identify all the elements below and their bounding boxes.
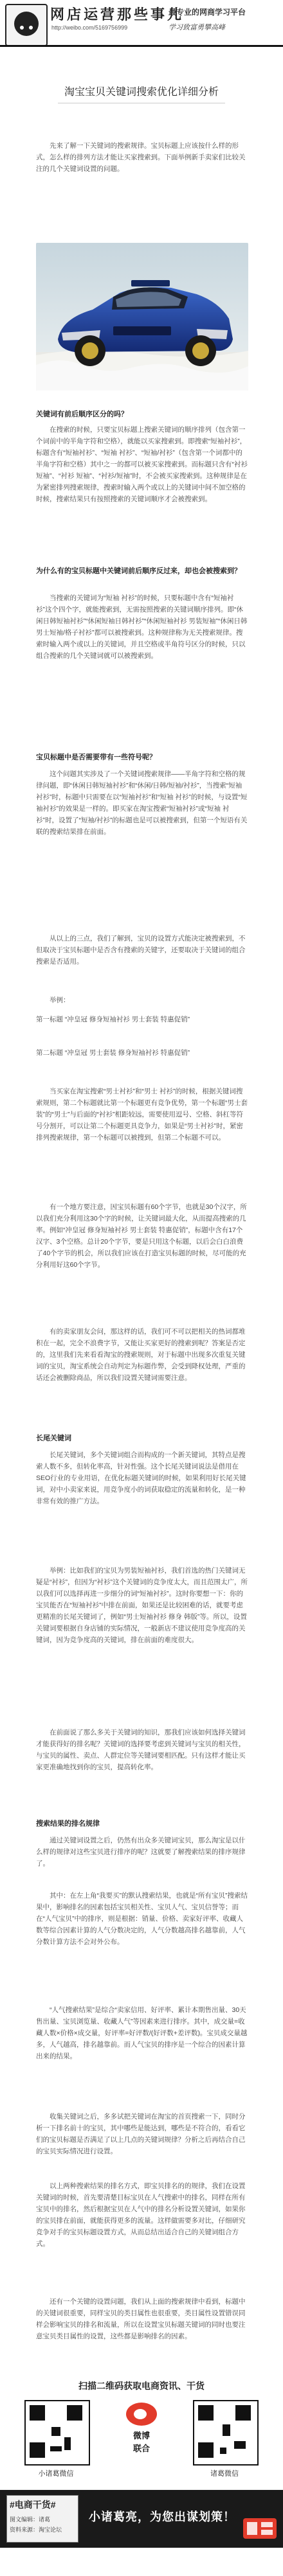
qr-module [64, 2437, 71, 2450]
mascot-icon [14, 12, 39, 36]
body-paragraph-1: 当买家在淘宝搜索“男士衬衫”和“男士 衬衫”的时候，根据关键词搜索规则，第二个标题就比第一个标题更有竞争优势，第一个标题“男士套装”的“男士”与后面的“衬衫”相距较远，需要使用逗号、空格、斜杠等符号分割开，可以让第二个标题更具竞争力，如果是“男士衬衫”时，紧密排列搜索规律，第一个标题可以被搜到，但第二个标题不可以。 [36, 1088, 248, 1142]
ranking-heading: 搜索结果的排名规律 [36, 1820, 100, 1828]
section-2-paragraph: 当搜索的关键词为“短袖 衬衫”的时候，只要标题中含有“短袖衬衫”这个四个字，就能搜索到，无需按照搜索的关键词顺序排列。即“休闲日韩短袖衬衫”“休闲短袖日韩衬衫”“休闲短袖衬衫 男装短袖”“休闲日韩男士短袖/格子衬衫”都可以被搜索到。这种规律称为无关搜索规律。搜索时输入两个或以上的关键词，并且空格或半角符号区分的时候，只以组合搜索的几个关键词就可以被搜索到。 [36, 594, 248, 660]
qr-finder [235, 2405, 251, 2421]
footer-banner [0, 2490, 283, 2548]
qr-finder [30, 2442, 45, 2458]
body-paragraph-9: “人气搜索结果”是综合“卖家信用、好评率、累计本期售出量、30天售出量、宝贝浏览量、收藏人气”等因素来进行排序。其中，成交量=收藏人数×价格×成交量，好评率=好评数/(好评数+差评数)。宝贝成交量越多，人气越高，排名越靠前。而人气宝贝的排序是一个综合的因素计算出来的结果。 [36, 2006, 248, 2060]
qr-left-label: 小诸葛微信 [38, 2470, 74, 2478]
tag-box [6, 2495, 78, 2543]
qr-code-right[interactable] [193, 2400, 259, 2466]
section-heading-3: 宝贝标题中是否需要带有一些符号呢？ [36, 754, 156, 761]
footer-slogan: 小诸葛亮，为您出谋划策！ [89, 2510, 235, 2523]
qr-right-label: 诸葛微信 [210, 2470, 239, 2478]
qr-finder [67, 2405, 82, 2421]
watermark-stamp-icon [242, 2516, 278, 2541]
qr-finder [198, 2405, 214, 2421]
weibo-icon [126, 2403, 157, 2426]
body-paragraph-7: 通过关键词设置之后，仍然有出众多关键词宝贝，那么淘宝是以什么样的规律对这些宝贝进行排序的呢？这就要了解搜索结果的排序规律了。 [36, 1837, 246, 1867]
brand-header [0, 0, 283, 71]
weibo-line-2: 联合 [132, 2444, 150, 2453]
mascot-eye-right [29, 26, 33, 30]
section-3-paragraph-1: 这个问题其实涉及了一个关键词搜索规律——半角字符和空格的规律问题，即“休闲日韩短袖衬衫”和“休闲/日韩/短袖/衬衫”，当搜索“短袖衬衫”时，标题中只需要在以“短袖衬衫”和“短袖 衬衫”的时候，与设置“短袖衬衫”的效果是一样的。即买家在淘宝搜索“短袖衬衫”或“短袖 衬衫”时，设置了“短袖/衬衫”的标题也是可以被搜索到，但第一个短语有关联的搜索结果排在前面。 [36, 770, 248, 836]
source-credit: 资料来源：淘宝论坛 [10, 2527, 62, 2533]
qr-module [51, 2427, 60, 2436]
body-paragraph-2: 有一个地方要注意，因宝贝标题有60个字节，也就是30个汉字，所以我们充分利用这30个字的时候，让关键词最大化，从而提高搜索的几率。例如“冲皇冠 修身短袖衬衫 男士套装 特惠促销”，标题中含有17个汉字、3个空格。总计20个字节，要是只用这个标题，以后会白白浪费了40个字节的机会，所以我们应该在打造宝贝标题的时候，尽可能的充分利用好这60个字节。 [36, 1203, 247, 1269]
editor-credit: 图文编辑：诸葛 [10, 2516, 51, 2523]
qr-module [223, 2424, 230, 2436]
weibo-block[interactable] [108, 2403, 175, 2463]
brand-logo [5, 4, 48, 46]
body-paragraph-3: 有的卖家朋友会问，那这样的话，我们可不可以把相关的热词都堆积在一起，完全不浪费字节，又能让买家更好的搜索到呢？答案是否定的，这里我们先来看看淘宝的搜索规则，对于标题中出现多次重复关键词的宝贝，淘宝系统会自动判定为标题作弊，会受到降权处理，严重的话还会被删除商品，所以我们设置关键词需要注意。 [36, 1328, 246, 1382]
brand-title: 网店运营那些事儿 [50, 6, 185, 23]
body-paragraph-10: 收集关键词之后，多多试把关键词在淘宝的首页搜索一下，同时分析一下排名前十的宝贝，其中哪些是能达到，哪些是不符合的，看看它们的宝贝标题是否满足了以上几点的关键词规律？分析之后再结合自己的宝贝实际情况进行设置。 [36, 2113, 246, 2155]
example-1: 第一标题 “冲皇冠 修身短袖衬衫 男士套装 特惠促销” [36, 1016, 190, 1023]
body-paragraph-5: 举例：比如我们的宝贝为男装短袖衬衫，我们首选的热门关键词无疑是“衬衫”，但因为“衬衫”这个关键词的竞争度太大，而且范围太广，所以我们可以选择再进一步细分的词“短袖衬衫”。这时你要想一下：你的宝贝能否在“短袖衬衫”中排在前面，如果还是比较困难的话，就要考虑更精准的长尾关键词了，例如“男士短袖衬衫 修身 韩版”等。所以，设置关键词要根据自身店铺的实际情况，一般新店不建议使用竞争度高的关键词，因为竞争度高的关键词，排在前面的难度很大。 [36, 1567, 248, 1644]
qr-finder [198, 2442, 214, 2458]
example-label: 举例： [50, 996, 70, 1004]
tag-title: #电商干货# [10, 2500, 56, 2510]
intro-paragraph: 先来了解一下关键词的搜索规律。宝贝标题上应该按什么样的形式，怎么样的排列方法才能让买家搜索到。下面举例新手卖家们比较关注的几个关键词设置的问题。 [36, 142, 246, 173]
qr-finder [30, 2405, 45, 2421]
section-1-paragraph: 在搜索的时候，只要宝贝标题上搜索关键词的顺序排列（包含第一个词前中的半角字符和空格），就能以买家搜索到。即搜索“短袖衬衫”，标题含有“短袖衬衫”、“短袖 衬衫”、“短袖/衬衫”（包含第一个词都中的半角字符和空格）其中之一的都可以被买家搜索到。而标题只含有“衬衫短袖”、“衬衫 短袖”、“衬衫/短袖”时，不会被买家搜索到。这种规律是在为紧密排列搜索规律，搜索时输入两个或以上的关键词中间不加空格的时候，搜索结果只有按照搜索的关键词顺序才会被搜索到。 [36, 426, 248, 503]
qr-module [234, 2441, 246, 2449]
example-2: 第二标题 “冲皇冠 男士套装 修身短袖衬衫 特惠促销” [36, 1049, 190, 1057]
qr-module [50, 2446, 62, 2451]
body-paragraph-6: 在前面说了那么多关于关键词的知识，那我们应该如何选择关键词才能获得好的排名呢？关键词的选择要考虑到关键词与宝贝的相关性，与宝贝的属性、卖点、人群定位等关键词要相匹配。只有这样才能让买家更准确地找到你的宝贝，提高转化率。 [36, 1729, 246, 1771]
section-heading-2: 为什么有的宝贝标题中关键词前后顺序反过来，却也会被搜索到？ [36, 567, 241, 575]
qr-module [220, 2448, 226, 2454]
article-title: 淘宝宝贝关键词搜索优化详细分析 [64, 87, 219, 98]
section-heading-1: 关键词有前后顺序区分的吗？ [36, 410, 128, 418]
body-paragraph-11: 以上两种搜索结果的排名方式，即宝贝排名的的规律，我们在设置关键词的时候，首先要清楚目标宝贝在人气搜索中的排名，同样在所有宝贝中的排名，然后根据宝贝在人气中的排名分析设置关键词，如果你的宝贝排在前面，就能获得更多的流量。这样做需要多对比，仔细研究竞争对手的宝贝标题设置方式，从而总结出适合自己的关键词组合方式。 [36, 2182, 246, 2248]
weibo-text [108, 2430, 175, 2455]
brand-url[interactable]: http://weibo.com/5169756999 [51, 24, 128, 31]
qr-code-left[interactable] [24, 2400, 90, 2466]
section-3-paragraph-2: 从以上的三点，我们了解到，宝贝的设置方式能决定被搜索到，不但取决于宝贝标题中是否含有搜索的关键字，还要取决于关键词的组合搜索是否适用。 [36, 935, 246, 966]
body-paragraph-4: 长尾关键词，多个关键词组合而构成的一个新关键词，其特点是搜索人数不多，但转化率高，针对性强。这个长尾关键词说法是借用在SEO行业的专业用语，在优化标题关键词的时候，如果利用好长尾关键词，对中小卖家来说，用竞争度小的词获取稳定的流量和转化，是一种非常有效的推广方法。 [36, 1451, 246, 1505]
header-divider [0, 45, 283, 47]
body-paragraph-12: 还有一个关键的设置问题，我们从上面的搜索规律中看到，标题中的关键词很重要，同样宝贝的类目属性也很重要，类目属性设置错误同样会影响宝贝的排名和流量，所以在设置宝贝标题关键词的同时也要注意宝贝类目属性的设置，这些都是影响排名的因素。 [36, 2298, 246, 2340]
footer [0, 2377, 283, 2576]
brand-motto: 学习致富勇攀高峰 [169, 23, 225, 31]
car-photo [36, 243, 248, 391]
footer-heading: 扫描二维码获取电商资讯、干货 [78, 2381, 205, 2391]
car-illustration [36, 243, 248, 391]
brand-slogan: 最专业的网商学习平台 [169, 8, 246, 17]
longtail-heading: 长尾关键词 [36, 1434, 71, 1442]
weibo-line-1: 微博 [132, 2431, 150, 2440]
mascot-eye-left [20, 26, 24, 30]
body-paragraph-8: 其中：在左上角“我要买”的默认搜索结果，也就是“所有宝贝”搜索结果中，影响排名的因素包括宝贝相关性、宝贝人气、宝贝信誉等；而在“人气宝贝”中的排序，则是根据：销量、价格、卖家好评率、收藏人数等综合因素计算的人气分数决定的，人气分数越高排名越靠前，人气分数计算方法不会对外公布。 [36, 1892, 248, 1946]
